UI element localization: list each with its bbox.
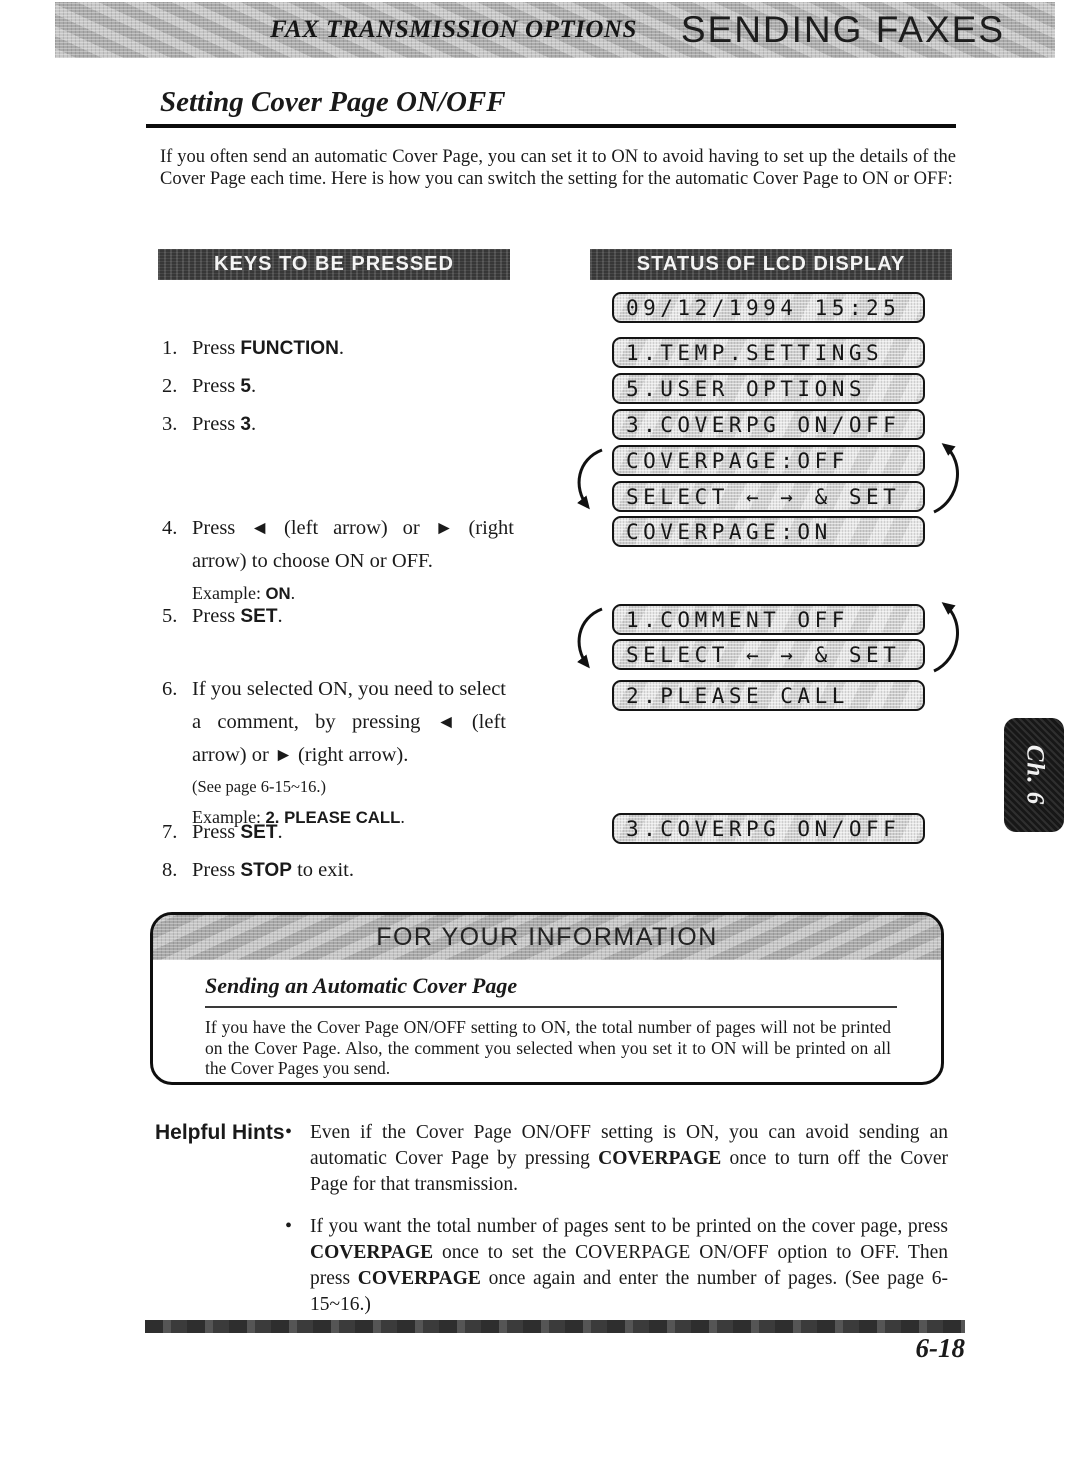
- lcd-display-coverpg-onoff: 3.COVERPG ON/OFF: [612, 409, 925, 440]
- info-box: [150, 912, 944, 1085]
- step-number: 3.: [162, 413, 178, 435]
- lcd-display-please-call: 2.PLEASE CALL: [612, 680, 925, 711]
- page-header-band: [55, 2, 1055, 58]
- step-text: Press 5.: [192, 375, 257, 397]
- step-7: [162, 816, 514, 849]
- title-underline: [146, 124, 956, 128]
- cycle-arrow-right-icon: [928, 440, 970, 521]
- step-note: (See page 6-15~16.): [192, 777, 327, 796]
- step-number: 6.: [162, 678, 178, 700]
- lcd-display-comment-off: 1.COMMENT OFF: [612, 604, 925, 635]
- step-example: Example: ON.: [192, 583, 296, 603]
- step-text: Press ◄ (left arrow) or ► (right arrow) to choose ON or OFF.: [192, 517, 514, 572]
- bullet-icon: •: [285, 1215, 293, 1237]
- step-6: [162, 673, 506, 833]
- step-number: 7.: [162, 821, 178, 843]
- step-text: Press SET.: [192, 605, 283, 627]
- info-box-body: If you have the Cover Page ON/OFF setting to ON, the total number of pages will not be printed on the Cover Page. Also, the comment you selected when you set it to ON will be printed on all the Cover Pages you send.: [205, 1017, 891, 1078]
- cycle-arrow-left-icon: [566, 606, 606, 677]
- bullet-icon: •: [285, 1121, 293, 1143]
- step-8: [162, 854, 514, 887]
- lcd-display-select-set: SELECT ← → & SET: [612, 639, 925, 670]
- cycle-arrow-right-icon: [928, 599, 970, 680]
- header-section-title: FAX TRANSMISSION OPTIONS: [270, 16, 637, 43]
- lcd-column-header: STATUS OF LCD DISPLAY: [590, 249, 952, 280]
- step-number: 4.: [162, 517, 178, 539]
- step-3: [162, 408, 514, 441]
- lcd-display-temp-settings: 1.TEMP.SETTINGS: [612, 337, 925, 368]
- step-1: [162, 332, 514, 365]
- info-box-subtitle-rule: [205, 1006, 897, 1008]
- lcd-display-coverpg-onoff: 3.COVERPG ON/OFF: [612, 813, 925, 844]
- info-box-subtitle: Sending an Automatic Cover Page: [205, 973, 518, 998]
- lcd-display-user-options: 5.USER OPTIONS: [612, 373, 925, 404]
- lcd-display-coverpage-off: COVERPAGE:OFF: [612, 445, 925, 476]
- header-chapter-title: SENDING FAXES: [680, 9, 1005, 50]
- page-title: Setting Cover Page ON/OFF: [160, 86, 506, 118]
- step-number: 2.: [162, 375, 178, 397]
- step-2: [162, 370, 514, 403]
- step-example: Example: 2. PLEASE CALL.: [192, 807, 405, 827]
- step-text: Press SET.: [192, 821, 283, 843]
- intro-paragraph: If you often send an automatic Cover Page, you can set it to ON to avoid having to set up the details of the Cover Page each time. Here is how you can switch the setting for the automatic Cover Page to ON or OFF:: [160, 147, 956, 189]
- step-number: 8.: [162, 859, 178, 881]
- lcd-display-coverpage-on: COVERPAGE:ON: [612, 516, 925, 547]
- step-text: Press FUNCTION.: [192, 337, 344, 359]
- step-number: 5.: [162, 605, 178, 627]
- step-text: Press STOP to exit.: [192, 859, 354, 881]
- step-4: [162, 512, 514, 609]
- step-text: Press 3.: [192, 413, 257, 435]
- keys-column-header: KEYS TO BE PRESSED: [158, 249, 510, 280]
- lcd-display-datetime: 09/12/1994 15:25: [612, 292, 925, 323]
- helpful-hint-2: If you want the total number of pages sent to be printed on the cover page, press COVERPAGE once to set the COVERPAGE ON/OFF option to OFF. Then press COVERPAGE once again and enter the number of pages. (See page 6-15~16.): [310, 1216, 948, 1315]
- lcd-display-select-set: SELECT ← → & SET: [612, 481, 925, 512]
- helpful-hint-1: Even if the Cover Page ON/OFF setting is ON, you can avoid sending an automatic Cover Page by pressing COVERPAGE once to turn off the Cover Page for that transmission.: [310, 1122, 948, 1195]
- info-box-header: FOR YOUR INFORMATION: [153, 915, 941, 960]
- footer-rule: [145, 1320, 965, 1333]
- cycle-arrow-left-icon: [566, 447, 606, 518]
- step-number: 1.: [162, 337, 178, 359]
- step-text: If you selected ON, you need to select a comment, by pressing ◄ (left arrow) or ► (right arrow).: [192, 678, 506, 766]
- chapter-tab-label: Ch. 6: [1021, 744, 1048, 806]
- helpful-hints-label: Helpful Hints: [155, 1121, 285, 1144]
- step-5: [162, 600, 514, 633]
- chapter-tab: [1004, 718, 1064, 832]
- page-number: 6-18: [915, 1333, 965, 1363]
